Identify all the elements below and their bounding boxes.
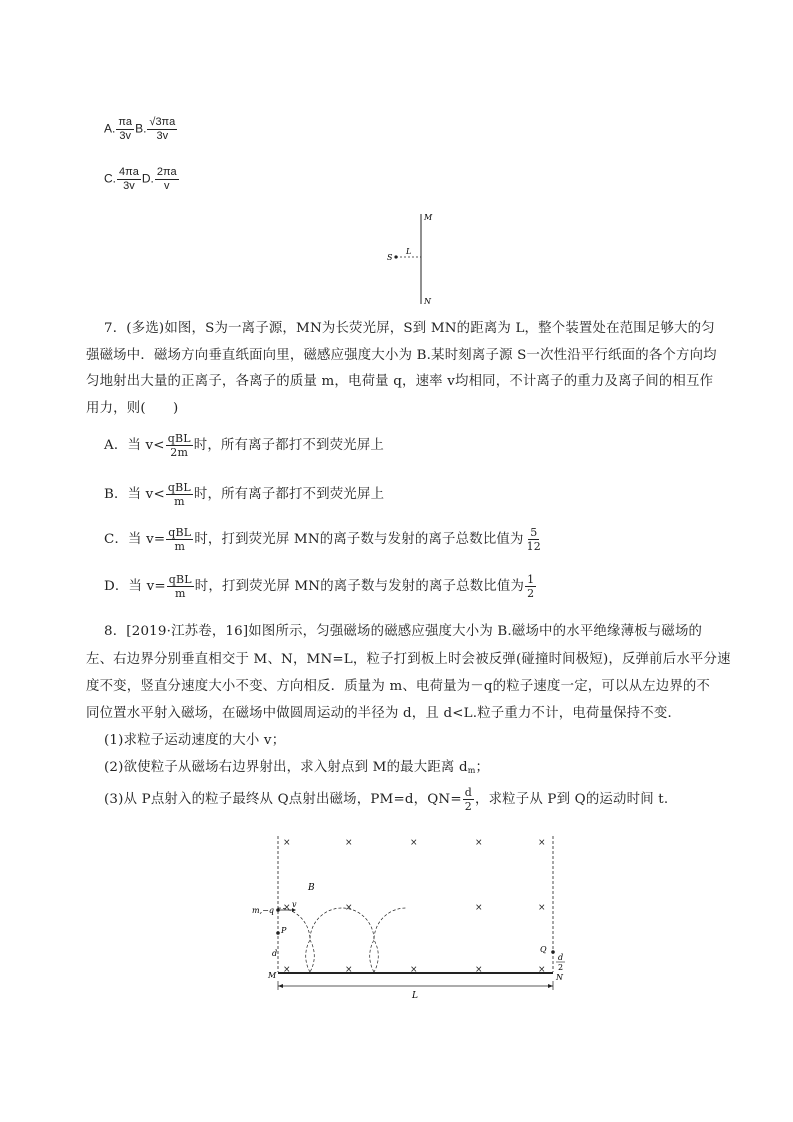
q6-option-a-fraction: $\frac{\pi a}{3v}$: [118, 116, 133, 142]
svg-text:×: ×: [410, 965, 418, 975]
q7-option-a: A．当 v< $\frac{\text{qBL}}{2m}$ 时，所有离子都打不到荧光屏上: [104, 432, 385, 459]
label-l: L: [412, 991, 418, 1000]
svg-text:×: ×: [283, 838, 291, 848]
label-mq: m,−q: [252, 906, 274, 915]
q8-line-1: 8．[2019·江苏卷，16]如图所示，匀强磁场的磁感应强度大小为 B.磁场中的水平绝缘薄板与磁场的: [104, 624, 703, 639]
q7-option-d: D．当 v= $\frac{\text{qBL}}{m}$ 时，打到荧光屏 MN的离子数与发射的离子总数比值为 $\frac{1}{2}$: [104, 573, 535, 600]
svg-text:×: ×: [475, 903, 483, 913]
q8-line-4: 同位置水平射入磁场，在磁场中做圆周运动的半径为 d，且 d<L.粒子重力不计，电荷量保持不变．: [86, 706, 682, 721]
label-q: Q: [540, 945, 547, 954]
q7-line-4: 用力，则( ): [86, 401, 179, 416]
point-p-dot: [276, 931, 280, 935]
label-half-num: d: [558, 953, 564, 962]
label-v: v: [292, 900, 297, 909]
label-half-den: 2: [558, 963, 564, 972]
q8-line-3: 度不变，竖直分速度大小不变、方向相反．质量为 m、电荷量为－q的粒子速度一定，可以从左边界的不: [86, 679, 711, 694]
figure-magnetic-field-plate: [240, 830, 580, 1000]
q7-line-2: 强磁场中．磁场方向垂直纸面向里，磁感应强度大小为 B.某时刻离子源 S一次性沿平行纸面的各个方向均: [86, 348, 717, 363]
svg-text:×: ×: [283, 965, 291, 975]
svg-text:×: ×: [475, 965, 483, 975]
trajectory-arc-2: [306, 908, 379, 972]
trajectory-arc-1: [278, 908, 314, 972]
svg-text:×: ×: [345, 903, 353, 913]
q6-option-cd: C. $\frac{4\pi a}{3v}$ D. $\frac{2\pi a}{v}$: [104, 166, 177, 192]
svg-text:×: ×: [283, 903, 291, 913]
q8-line-2: 左、右边界分别垂直相交于 M、N，MN=L，粒子打到板上时会被反弹(碰撞时间极短)，反弹前后水平分速: [86, 652, 731, 667]
label-m: M: [268, 971, 277, 980]
label-s: S: [387, 253, 393, 262]
q8-sub-1: (1)求粒子运动速度的大小 v；: [104, 733, 286, 748]
q6-option-c-fraction: $\frac{4\pi a}{3v}$: [119, 166, 139, 192]
trajectory-arc-3: [370, 908, 406, 972]
q6-option-d-fraction: $\frac{2\pi a}{v}$: [156, 166, 177, 192]
svg-text:×: ×: [410, 838, 418, 848]
q8-sub-2: (2)欲使粒子从磁场右边界射出，求入射点到 M的最大距离 $d_m$；: [104, 760, 490, 775]
label-n: N: [556, 973, 563, 982]
svg-text:×: ×: [345, 965, 353, 975]
q6-option-ab: A. $\frac{\pi a}{3v}$ B. $\frac{√3\pi a}{3v}$: [104, 116, 176, 142]
svg-text:×: ×: [538, 965, 546, 975]
svg-text:×: ×: [345, 838, 353, 848]
label-m: M: [424, 213, 433, 222]
q6-option-b-fraction: $\frac{√3\pi a}{3v}$: [149, 116, 176, 142]
q7-option-c: C．当 v= $\frac{\text{qBL}}{m}$ 时，打到荧光屏 MN的离子数与发射的离子总数比值为 $\frac{5}{12}$: [104, 526, 541, 553]
field-crosses: [283, 838, 546, 975]
q7-option-b: B．当 v< $\frac{\text{qBL}}{m}$ 时，所有离子都打不到荧光屏上: [104, 481, 385, 508]
svg-text:×: ×: [538, 838, 546, 848]
figure-ion-source-screen: [380, 208, 450, 308]
svg-text:×: ×: [475, 838, 483, 848]
label-d: d: [272, 949, 278, 958]
q8-sub-3: (3)从 P点射入的粒子最终从 Q点射出磁场，PM=d，QN= $\frac{d}{2}$ ，求粒子从 P到 Q的运动时间 t.: [104, 786, 669, 813]
label-b: B: [308, 883, 315, 893]
ion-source-dot: [394, 255, 397, 258]
label-l: L: [406, 247, 412, 256]
label-n: N: [424, 297, 431, 306]
q7-line-3: 匀地射出大量的正离子，各离子的质量 m，电荷量 q，速率 v均相同，不计离子的重力及离子间的相互作: [86, 374, 714, 389]
q7-line-1: 7．(多选)如图，S为一离子源，MN为长荧光屏，S到 MN的距离为 L，整个装置处在范围足够大的匀: [104, 321, 715, 336]
svg-text:×: ×: [538, 903, 546, 913]
point-q-dot: [551, 950, 555, 954]
label-p: P: [281, 926, 287, 935]
